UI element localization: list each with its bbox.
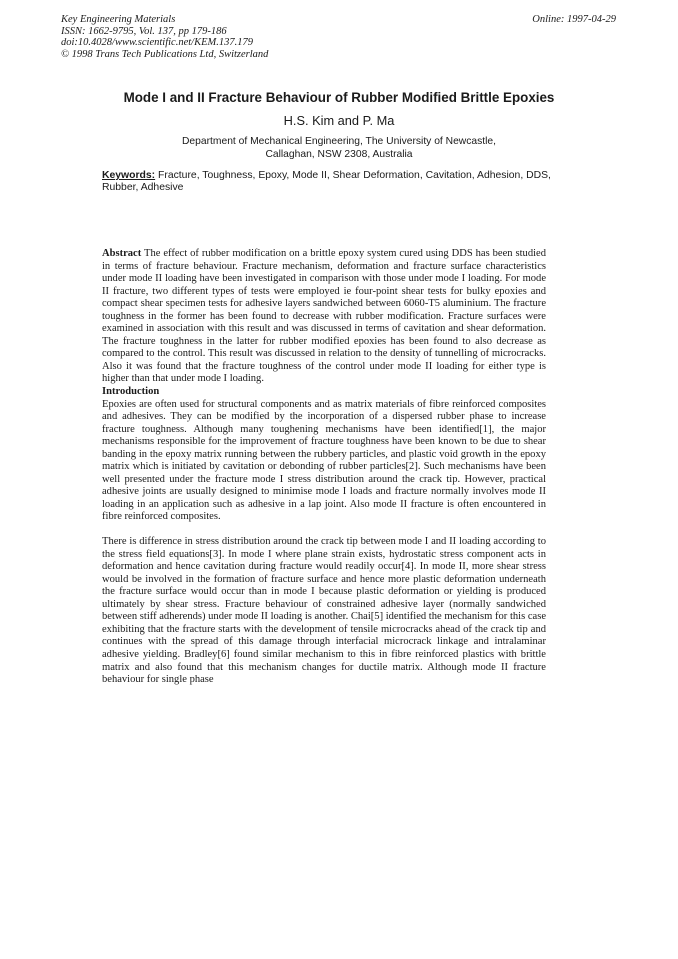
keywords [102,170,572,193]
paper-title: Mode I and II Fracture Behaviour of Rubber Modified Brittle Epoxies [123,90,555,105]
keywords-label: Keywords: [102,170,156,181]
journal-doi: doi:10.4028/www.scientific.net/KEM.137.179 [61,37,253,48]
abstract-text: The effect of rubber modification on a brittle epoxy system cured using DDS has been studied in terms of fracture behaviour. Fracture mechanism, deformation and fracture surface characteristics under mode II loading have been investigated in comparison with those under mode I loading. For mode II fracture, two different types of tests were employed ie four-point shear tests for bulky epoxies and compact shear specimen tests for adhesive layers sandwiched between 6060-T5 aluminium. The fracture toughness in the former has been found to decrease with rubber modification. Fracture surfaces were examined in association with this result and was discussed in terms of cavitation and shear deformation. The fracture toughness in the latter for rubber modified epoxies has been found to also decrease as compared to the control. This result was discussed in relation to the density of tunnelling of microcracks. Also it was found that the fracture toughness of the control under mode II loading for either type is higher than that under mode I loading. [102,248,546,385]
journal-copyright: © 1998 Trans Tech Publications Ltd, Switzerland [61,48,269,60]
affiliation-line-1: Department of Mechanical Engineering, The University of Newcastle, [181,136,496,147]
journal-header [61,14,268,60]
paper-authors: H.S. Kim and P. Ma [283,113,395,128]
abstract-paragraph [102,248,546,386]
affiliation [60,136,618,161]
affiliation-line-2: Callaghan, NSW 2308, Australia [265,148,413,160]
body-text [102,248,546,687]
introduction-paragraph-1: Epoxies are often used for structural components and as matrix materials of fibre reinforced composites and adhesives. They can be modified by the incorporation of a dispersed rubber phase to increase fracture toughness. Although many toughening mechanisms have been identified[1], the major mechanisms responsible for the improvement of fracture toughness have been known to be due to shear banding in the epoxy matrix running between the rubbery particles, and plastic void growth in the epoxy matrix which is initiated by cavitation or debonding of rubber particles[2]. Such mechanisms have been well presented under the fracture mode I stress distribution around the crack tip. However, practical adhesive joints are usually designed to minimise mode I loads and fracture normally involves mode II loading in an application such as adhesive in a lap joint. Also mode II fracture is often encountered in fibre reinforced composites. [102,398,546,523]
keywords-text: Fracture, Toughness, Epoxy, Mode II, Shear Deformation, Cavitation, Adhesion, DDS, Rubber, Adhesive [102,170,551,193]
introduction-heading: Introduction [102,386,160,398]
journal-name: Key Engineering Materials [61,14,176,25]
introduction-paragraph-2: There is difference in stress distribution around the crack tip between mode I and II loading according to the stress field equations[3]. In mode I where plane strain exists, hydrostatic stress component acts in deformation and hence cavitation during fracture would readily occur[4]. In mode II, more shear stress would be involved in the formation of fracture surface and hence more plastic deformation underneath the fracture surface would occur than in mode I because plastic deformation or yielding is produced ultimately by shear stress. Fracture behaviour of constrained adhesive layer (normally sandwiched between stiff adherends) under mode II loading is another. Chai[5] identified the mechanism for this case exhibiting that the fracture starts with the development of tensile microcracks ahead of the crack tip and continues with the spread of this damage through interfacial microcrack linkage and intralaminar adhesive yielding. Bradley[6] found similar mechanism to this in fibre reinforced plastics with brittle matrix and also found that this mechanism changes for ductile matrix. Although mode II fracture behaviour for single phase [102,536,546,686]
online-date: Online: 1997-04-29 [532,14,616,25]
abstract-label: Abstract [102,248,142,259]
journal-issn: ISSN: 1662-9795, Vol. 137, pp 179-186 [61,25,227,37]
